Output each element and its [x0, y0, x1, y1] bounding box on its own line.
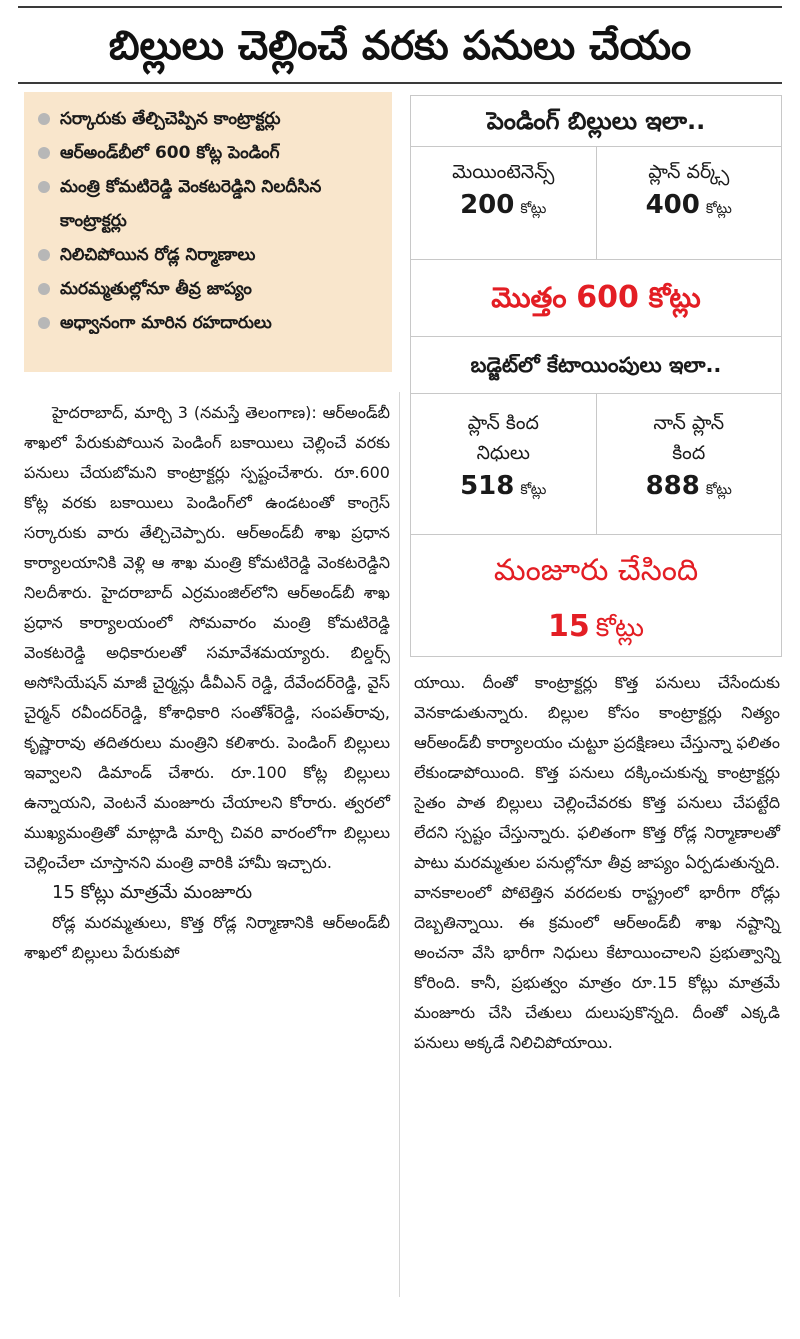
sanctioned-label: మంజూరు చేసింది — [493, 553, 699, 588]
top-rule — [18, 6, 782, 8]
bullet-icon — [38, 317, 50, 329]
bullet-icon — [38, 147, 50, 159]
budget-subtitle: బడ్జెట్‌లో కేటాయింపులు ఇలా.. — [411, 337, 781, 394]
pending-row — [411, 147, 781, 260]
highlight-item: ఆర్‌అండ్‌బీలో 600 కోట్ల పెండింగ్‌ — [38, 136, 382, 170]
maintenance-value: 200 కోట్లు — [460, 190, 547, 220]
article-left-column — [24, 398, 390, 968]
total-pending: మొత్తం 600 కోట్లు — [411, 260, 781, 337]
sanctioned-block — [411, 535, 781, 652]
plan-funds-value: 518 కోట్లు — [460, 471, 547, 501]
highlight-item: సర్కారుకు తేల్చిచెప్పిన కాంట్రాక్టర్లు — [38, 102, 382, 136]
bullet-icon — [38, 113, 50, 125]
bullet-icon — [38, 249, 50, 261]
budget-row — [411, 394, 781, 535]
non-plan-cell: నాన్‌ ప్లాన్‌ కింద 888 కోట్లు — [596, 394, 782, 534]
article-subhead: 15 కోట్లు మాత్రమే మంజూరు — [52, 882, 253, 903]
non-plan-value: 888 కోట్లు — [645, 471, 732, 501]
highlight-item: మరమ్మతుల్లోనూ తీవ్ర జాప్యం — [38, 272, 382, 306]
plan-works-label: ప్లాన్‌ వర్క్స్‌ — [648, 161, 730, 183]
sanctioned-value: 15 కోట్లు — [547, 609, 645, 644]
highlight-item: అధ్వానంగా మారిన రహదారులు — [38, 306, 382, 340]
article-paragraph: యాయి. దీంతో కాంట్రాక్టర్లు కొత్త పనులు చేసేందుకు వెనకాడుతున్నారు. బిల్లుల కోసం కాంట్రాక్టర్లు నిత్యం ఆర్‌అండ్‌బీ కార్యాలయం చుట్టూ ప్రదక్షిణలు చేస్తున్నా ఫలితం లేకుండాపోయింది. కొత్త పనులు దక్కించుకున్న కాంట్రాక్టర్లు సైతం పాత బిల్లులు చెల్లించేవరకు కొత్త పనులు చేపట్టేది లేదని స్పష్టం చేస్తున్నారు. ఫలితంగా కొత్త రోడ్ల నిర్మాణాలతో పాటు మరమ్మతుల పనుల్లోనూ తీవ్ర జాప్యం ఏర్పడుతున్నది. వానకాలంలో పోటెత్తిన వరదలకు రాష్ట్రంలో భారీగా రోడ్లు దెబ్బతిన్నాయి. ఈ క్రమంలో ఆర్‌అండ్‌బీ శాఖ నష్టాన్ని అంచనా వేసి భారీగా నిధులు కేటాయించాలని ప్రభుత్వాన్ని కోరింది. కానీ, ప్రభుత్వం మాత్రం రూ.15 కోట్లు మాత్రమే మంజూరు చేసి చేతులు దులుపుకొన్నది. దీంతో ఎక్కడి పనులు అక్కడే నిలిచిపోయాయి. — [414, 673, 780, 1052]
article-right-column — [414, 668, 780, 1058]
plan-works-value: 400 కోట్లు — [645, 190, 732, 220]
plan-works-cell — [596, 147, 782, 259]
plan-funds-cell: ప్లాన్‌ కింద నిధులు 518 కోట్లు — [411, 394, 596, 534]
article-paragraph: రోడ్ల మరమ్మతులు, కొత్త రోడ్ల నిర్మాణానికి ఆర్‌అండ్‌బీ శాఖలో బిల్లులు పేరుకుపో — [24, 913, 390, 962]
maintenance-cell — [411, 147, 596, 259]
highlight-item: మంత్రి కోమటిరెడ్డి వెంకటరెడ్డిని నిలదీసిన కాంట్రాక్టర్లు — [38, 170, 382, 238]
bullet-icon — [38, 181, 50, 193]
pending-bills-infobox — [410, 95, 782, 657]
highlight-item: నిలిచిపోయిన రోడ్ల నిర్మాణాలు — [38, 238, 382, 272]
infobox-title: పెండింగ్‌ బిల్లులు ఇలా.. — [411, 96, 781, 147]
headline: బిల్లులు చెల్లించే వరకు పనులు చేయం — [108, 23, 692, 69]
bullet-icon — [38, 283, 50, 295]
maintenance-label: మెయింటెనెన్స్‌ — [452, 161, 555, 183]
article-paragraph: హైదరాబాద్‌, మార్చి 3 (నమస్తే తెలంగాణ): ఆర్‌అండ్‌బీ శాఖలో పేరుకుపోయిన పెండింగ్‌ బకాయిలు చెల్లించే వరకు పనులు చేయబోమని కాంట్రాక్టర్లు స్పష్టంచేశారు. రూ.600 కోట్ల వరకు బకాయిలు పెండింగ్‌లో ఉండటంతో కాంగ్రెస్‌ సర్కారుకు వారు తేల్చిచెప్పారు. ఆర్‌అండ్‌బీ శాఖ ప్రధాన కార్యాలయానికి వెళ్లి ఆ శాఖ మంత్రి కోమటిరెడ్డి వెంకటరెడ్డిని నిలదీశారు. హైదరాబాద్‌ ఎర్రమంజిల్‌లోని ఆర్‌అండ్‌బీ శాఖ ప్రధాన కార్యాలయంలో సోమవారం మంత్రి కోమటిరెడ్డి వెంకటరెడ్డి అధికారులతో సమావేశమయ్యారు. బిల్డర్స్‌ అసోసియేషన్‌ మాజీ చైర్మన్లు డీవీఎన్‌ రెడ్డి, దేవేందర్‌రెడ్డి, వైస్‌ చైర్మన్‌ రవీందర్‌రెడ్డి, కోశాధికారి సంతోశ్‌రెడ్డి, సంపత్‌రావు, కృష్ణారావు తదితరులు మంత్రిని కలిశారు. పెండింగ్‌ బిల్లులు ఇవ్వాలని డిమాండ్‌ చేశారు. రూ.100 కోట్ల బిల్లులు ఉన్నాయని, వెంటనే మంజూరు చేయాలని కోరారు. త్వరలో ముఖ్యమంత్రితో మాట్లాడి మార్చి చివరి వారంలోగా బిల్లులు చెల్లించేలా చూస్తానని మంత్రి వారికి హామీ ఇచ్చారు. — [24, 403, 390, 872]
headline-rule — [18, 82, 782, 84]
column-divider — [399, 392, 400, 1297]
highlights-box — [24, 92, 392, 372]
